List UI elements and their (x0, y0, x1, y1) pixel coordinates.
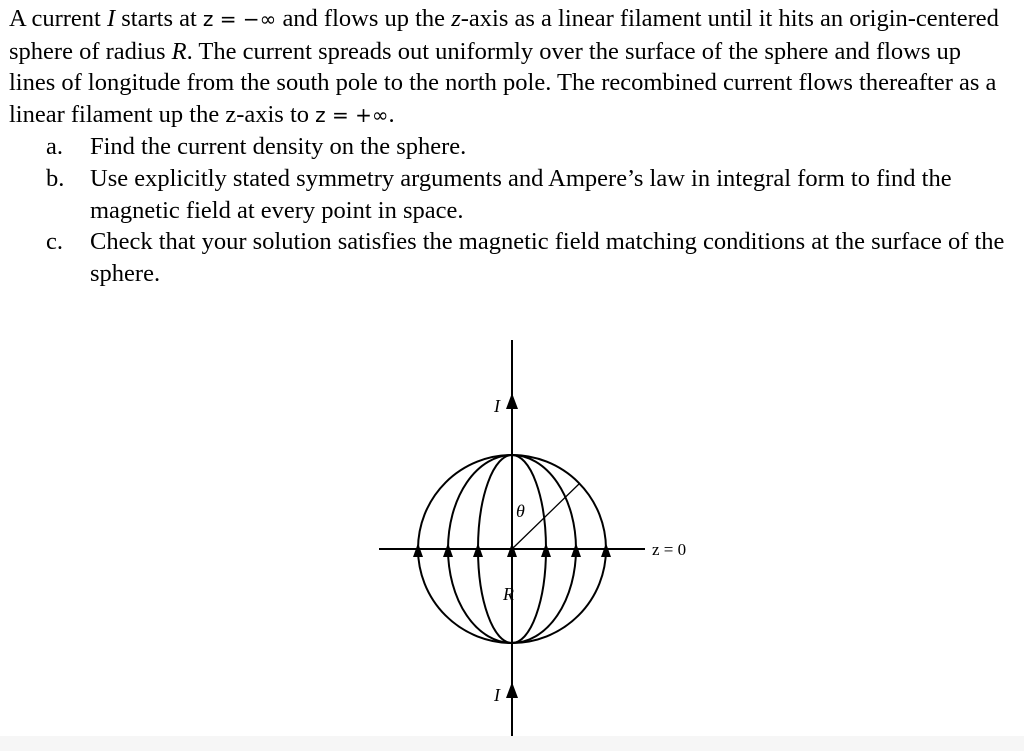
current-label-top: I (494, 396, 500, 416)
radius-symbol: R (171, 37, 187, 65)
z-axis-symbol: z (451, 5, 461, 32)
current-symbol: I (106, 5, 116, 32)
math-z-minus-infinity: z = −∞ (202, 7, 277, 31)
math-z-plus-infinity: z = +∞ (315, 102, 389, 127)
part-letter: a. (46, 133, 63, 161)
current-arrow-bottom (506, 682, 518, 698)
z-zero-label: z = 0 (652, 540, 687, 559)
part-letter: b. (46, 164, 65, 192)
current-label-bottom: I (494, 685, 500, 705)
part-text: Find the current density on the sphere. (90, 133, 467, 161)
part-letter: c. (46, 228, 63, 256)
intro-text: and flows up the (276, 5, 452, 32)
bottom-margin (0, 736, 1024, 751)
intro-text: -axis as a linear filament until it hits an origin-centered sphere of radius (9, 5, 999, 65)
intro-text: starts at (115, 5, 203, 32)
intro-text: . The current spreads out uniformly over the surface of the sphere and flows up lines of longitude from the south pole to the north pole. The recombined current flows thereafter as a linear filament up the z-axis to (9, 37, 997, 128)
part-text: Use explicitly stated symmetry arguments and Ampere’s law in integral form to find the magnetic field at every point in space. (90, 164, 952, 224)
current-arrow-top (506, 393, 518, 409)
intro-text: . (388, 100, 395, 128)
radius-label: R (503, 584, 514, 604)
part-text: Check that your solution satisfies the magnetic field matching conditions at the surface of the sphere. (90, 228, 1005, 287)
theta-label: θ (516, 501, 525, 521)
intro-text: A current (9, 5, 107, 32)
